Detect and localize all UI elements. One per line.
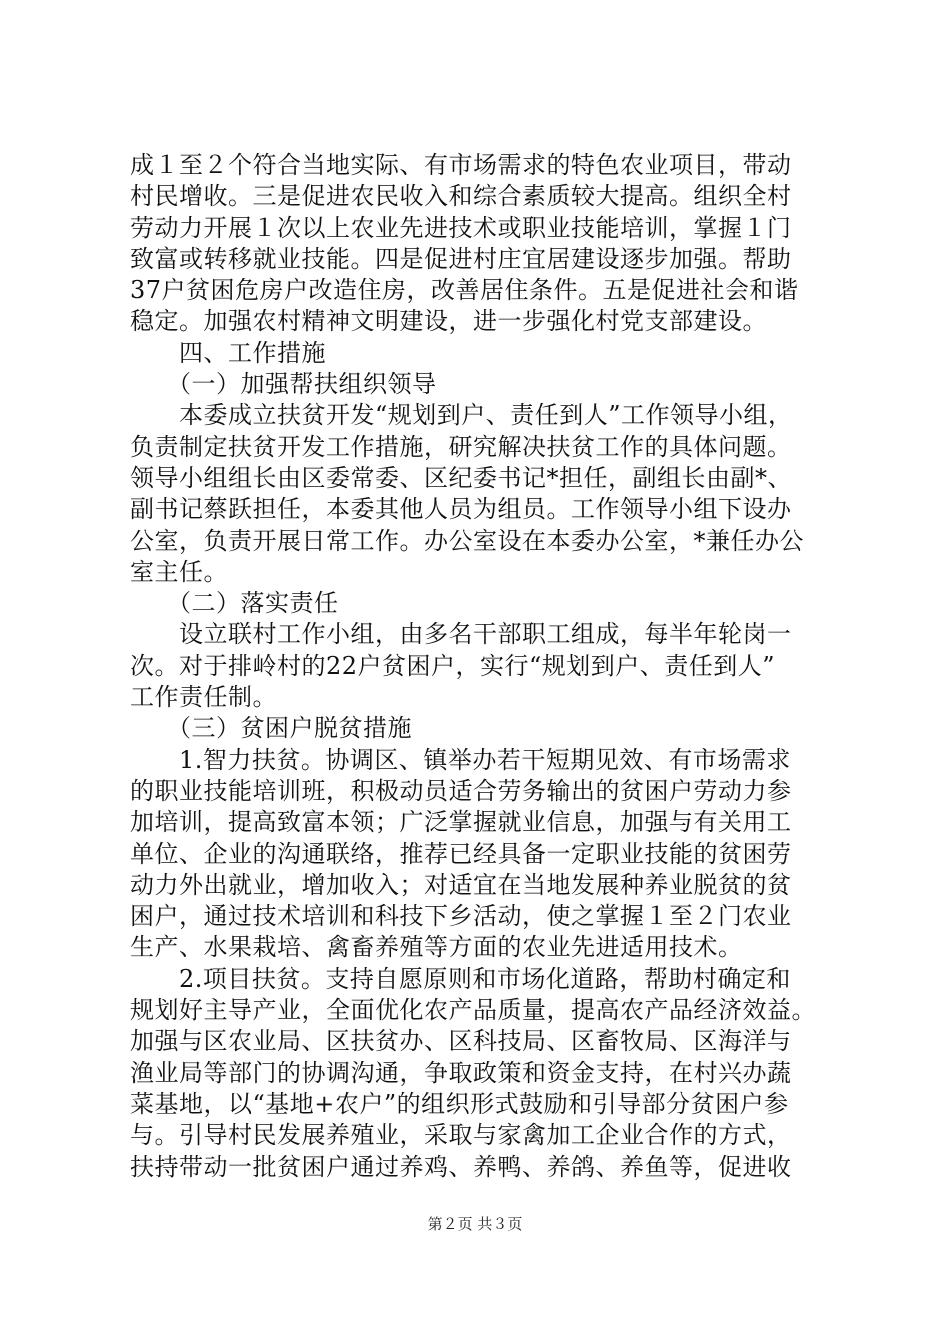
text-line: 次。对于排岭村的22户贫困户，实行“规划到户、责任到人” bbox=[130, 651, 776, 680]
document-body bbox=[130, 150, 830, 1183]
text-line: 单位、企业的沟通联络，推荐已经具备一定职业技能的贫困劳 bbox=[130, 839, 792, 868]
text-line: 稳定。加强农村精神文明建设，进一步强化村党支部建设。 bbox=[130, 307, 767, 336]
text-line: 生产、水果栽培、禽畜养殖等方面的农业先进适用技术。 bbox=[130, 933, 743, 962]
text-line: 加强与区农业局、区扶贫办、区科技局、区畜牧局、区海洋与 bbox=[130, 1027, 792, 1056]
text-line: 劳动力开展１次以上农业先进技术或职业技能培训，掌握１门 bbox=[130, 213, 792, 242]
text-line: 菜基地，以“基地+农户”的组织形式鼓励和引导部分贫困户参 bbox=[130, 1089, 789, 1118]
text-line: 四、工作措施 bbox=[130, 338, 326, 367]
text-line: 困户，通过技术培训和科技下乡活动，使之掌握１至２门农业 bbox=[130, 902, 792, 931]
text-line: 领导小组组长由区委常委、区纪委书记*担任，副组长由副*、 bbox=[130, 463, 792, 492]
text-line: 2.项目扶贫。支持自愿原则和市场化道路，帮助村确定和 bbox=[130, 964, 791, 993]
page-footer: 第２页 共３页 bbox=[427, 1215, 523, 1233]
text-line: 加培训，提高致富本领；广泛掌握就业信息，加强与有关用工 bbox=[130, 808, 792, 837]
text-line: 37户贫困危房户改造住房，改善居住条件。五是促进社会和谐 bbox=[130, 276, 799, 305]
text-line: 村民增收。三是促进农民收入和综合素质较大提高。组织全村 bbox=[130, 182, 792, 211]
text-line: 1.智力扶贫。协调区、镇举办若干短期见效、有市场需求 bbox=[130, 745, 791, 774]
text-line: 公室，负责开展日常工作。办公室设在本委办公室，*兼任办公 bbox=[130, 526, 804, 555]
text-line: 设立联村工作小组，由多名干部职工组成，每半年轮岗一 bbox=[130, 620, 792, 649]
text-line: 渔业局等部门的协调沟通，争取政策和资金支持，在村兴办蔬 bbox=[130, 1058, 792, 1087]
text-line: （一）加强帮扶组织领导 bbox=[130, 370, 437, 399]
text-line: 室主任。 bbox=[130, 557, 228, 586]
text-line: 扶持带动一批贫困户通过养鸡、养鸭、养鸽、养鱼等，促进收 bbox=[130, 1152, 792, 1181]
text-line: 动力外出就业，增加收入；对适宜在当地发展种养业脱贫的贫 bbox=[130, 870, 792, 899]
text-line: 副书记蔡跃担任，本委其他人员为组员。工作领导小组下设办 bbox=[130, 495, 792, 524]
text-line: 本委成立扶贫开发“规划到户、责任到人”工作领导小组， bbox=[130, 401, 793, 430]
text-line: 工作责任制。 bbox=[130, 683, 277, 712]
text-line: （三）贫困户脱贫措施 bbox=[130, 714, 412, 743]
text-line: 的职业技能培训班，积极动员适合劳务输出的贫困户劳动力参 bbox=[130, 776, 792, 805]
text-line: 致富或转移就业技能。四是促进村庄宜居建设逐步加强。帮助 bbox=[130, 244, 792, 273]
text-line: 成１至２个符合当地实际、有市场需求的特色农业项目，带动 bbox=[130, 151, 792, 179]
text-line: 与。引导村民发展养殖业，采取与家禽加工企业合作的方式， bbox=[130, 1121, 792, 1150]
text-line: 负责制定扶贫开发工作措施，研究解决扶贫工作的具体问题。 bbox=[130, 432, 792, 461]
text-line: 规划好主导产业，全面优化农产品质量，提高农产品经济效益。 bbox=[130, 996, 816, 1025]
text-line: （二）落实责任 bbox=[130, 589, 339, 618]
